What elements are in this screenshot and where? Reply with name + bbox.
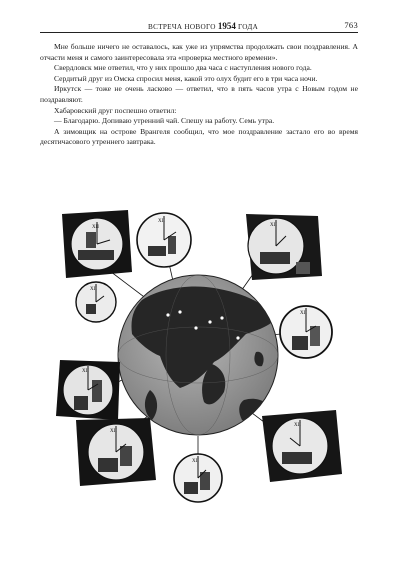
paragraph: А зимовщик на острове Врангеля сообщил, что мое поздравление застало его во время десятичасового утреннего завтрака. <box>40 126 358 147</box>
vignette-omsk <box>246 214 322 280</box>
clock-numeral: XII <box>192 459 199 464</box>
clock-numeral: XII <box>82 369 89 374</box>
page-number: 763 <box>344 20 358 30</box>
vignette-city-left <box>76 282 116 322</box>
paragraph: — Благодарю. Допиваю утренний чай. Спешу на работу. Семь утра. <box>54 116 275 126</box>
paragraph: Сердитый друг из Омска спросил меня, какой это олух будит его в три часа ночи. <box>54 73 318 83</box>
clock-numeral: XII <box>90 287 97 292</box>
vignette-moscow <box>62 210 132 278</box>
vignette-irkutsk <box>56 360 120 420</box>
header-year: 1954 <box>217 21 236 31</box>
paragraph: Иркутск — тоже не очень ласково — ответил, что в пять часов утра с Новым годом не поздравляют. <box>40 84 358 104</box>
vignette-city-bottom-left <box>76 418 156 486</box>
clock-numeral: XII <box>270 223 277 228</box>
paragraph: Хабаровский друг поспешно ответил: <box>54 105 177 115</box>
globe <box>118 275 278 435</box>
clock-numeral: XII <box>92 225 99 230</box>
vignette-khabarovsk <box>280 306 332 358</box>
clock-numeral: XII <box>110 429 117 434</box>
clock-numeral: XII <box>300 311 307 316</box>
clock-numeral: XII <box>294 423 301 428</box>
vignette-sverdlovsk <box>137 213 191 267</box>
vignette-wrangel-island <box>262 410 342 482</box>
paragraph: Свердловск мне ответил, что у них прошло два часа с наступления нового года. <box>54 63 312 73</box>
header-title-post: ГОДА <box>237 23 259 31</box>
header-title-pre: ВСТРЕЧА НОВОГО <box>148 23 216 31</box>
vignette-city-bottom-centre <box>174 454 222 502</box>
clock-numeral: XII <box>158 219 165 224</box>
paragraph: Мне больше ничего не оставалось, как уже из упрямства продолжать свои поздравления. А отчасти меня и самого заинтересовала эта «проверка местного времени». <box>40 42 358 62</box>
